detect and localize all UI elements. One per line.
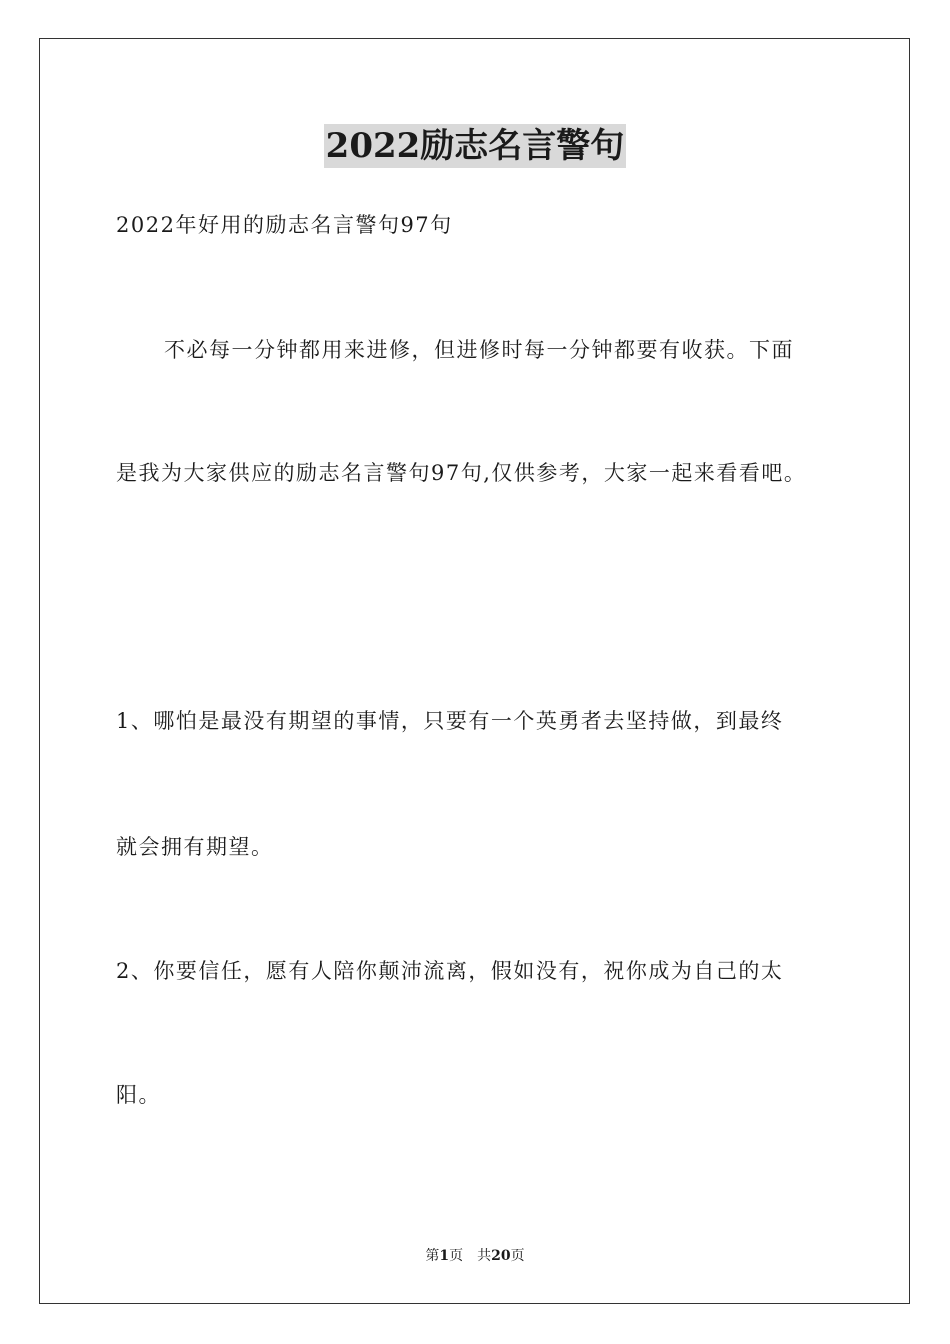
footer-page-total: 20 <box>491 1248 511 1264</box>
footer-page-current: 1 <box>439 1248 450 1264</box>
quote-1-line-1: 1、哪怕是最没有期望的事情，只要有一个英勇者去坚持做，到最终 <box>116 709 784 733</box>
footer-page-prefix: 第 <box>425 1248 440 1264</box>
intro-line-2: 是我为大家供应的励志名言警句97句,仅供参考，大家一起来看看吧。 <box>116 461 807 485</box>
document-title: 2022励志名言警句 <box>325 126 625 166</box>
quote-2-line-1: 2、你要信任，愿有人陪你颠沛流离，假如没有，祝你成为自己的太 <box>116 959 784 983</box>
quote-1-line-2: 就会拥有期望。 <box>116 835 274 859</box>
footer-page-suffix: 页 <box>510 1248 525 1264</box>
page-footer <box>0 1246 950 1266</box>
document-subtitle: 2022年好用的励志名言警句97句 <box>116 213 453 237</box>
quote-2-line-2: 阳。 <box>116 1083 161 1107</box>
footer-page-mid: 页 共 <box>449 1248 492 1264</box>
title-container <box>0 124 950 168</box>
intro-line-1: 不必每一分钟都用来进修，但进修时每一分钟都要有收获。下面 <box>164 338 794 362</box>
